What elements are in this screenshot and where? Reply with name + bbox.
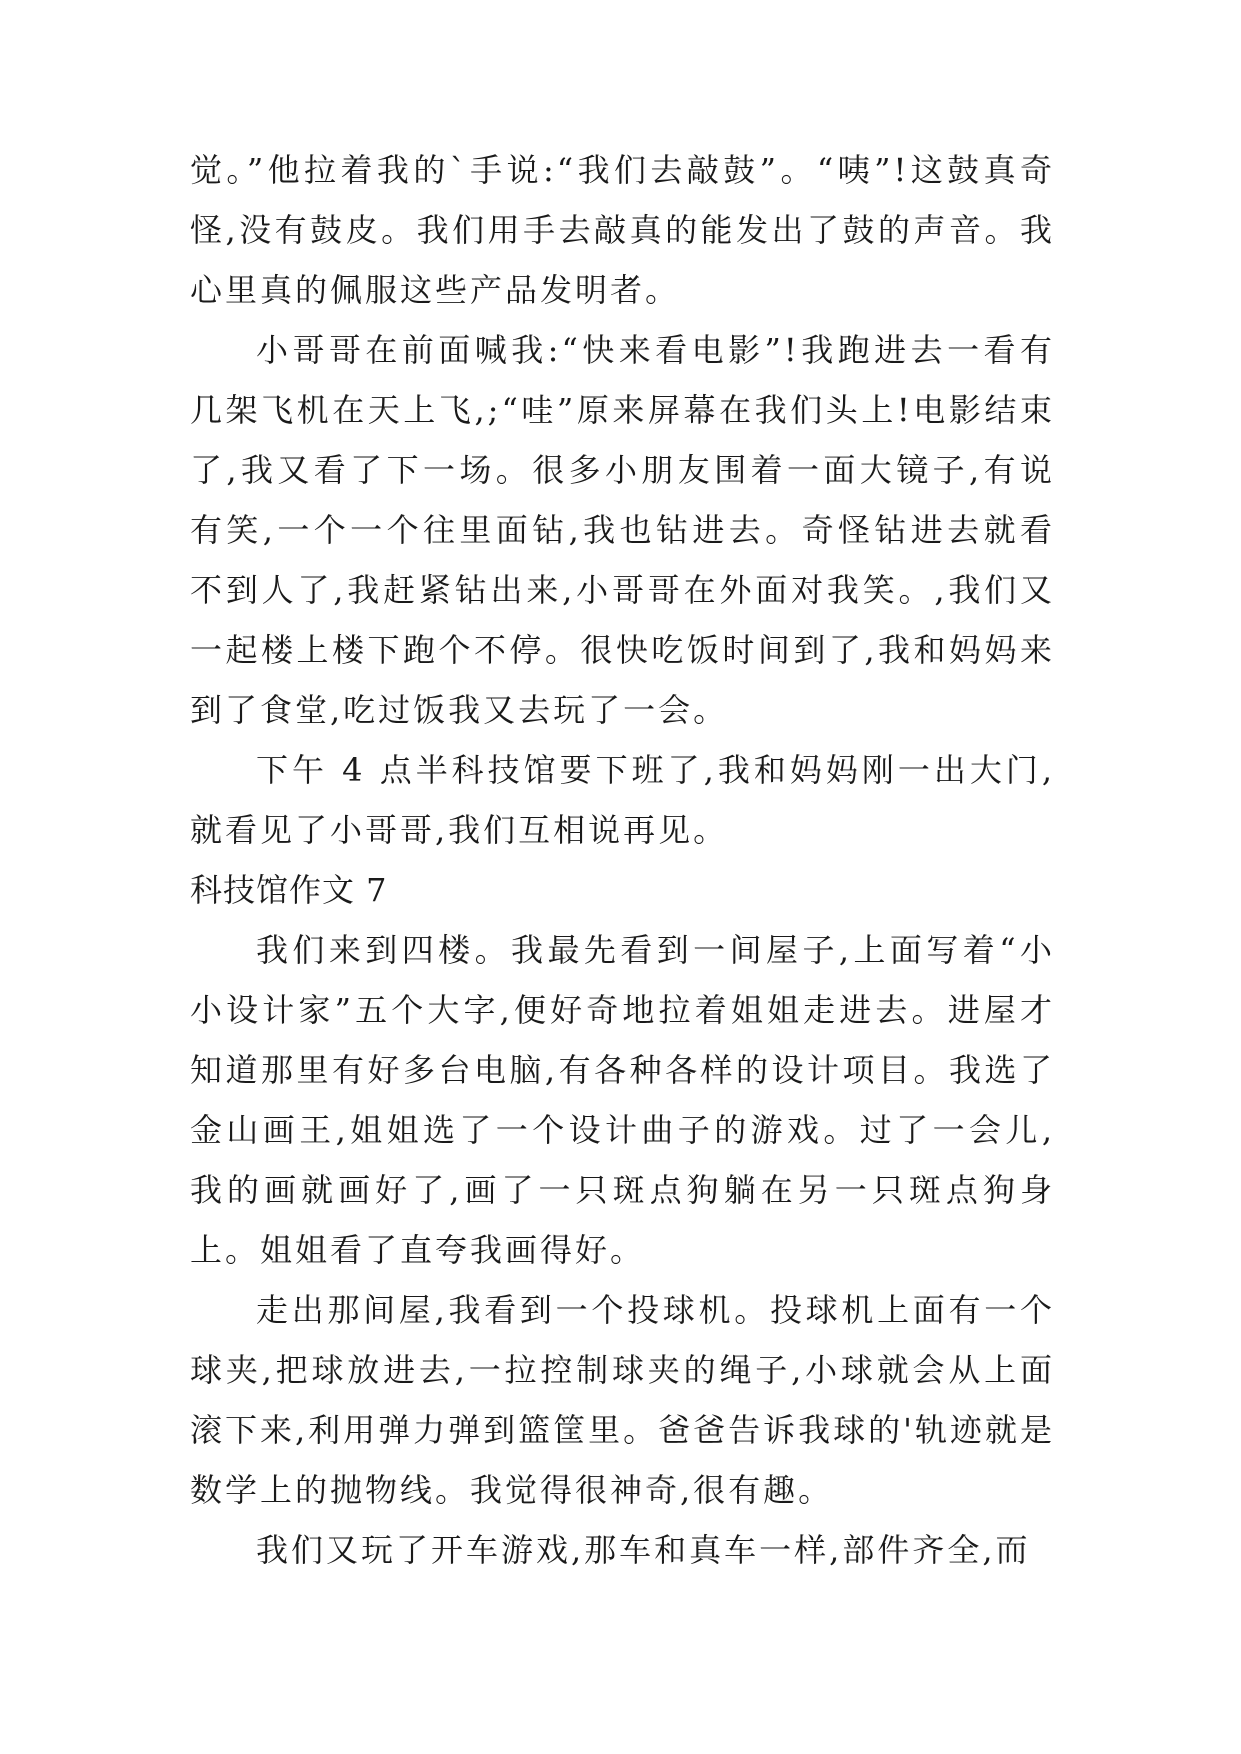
paragraph-6: 我们又玩了开车游戏,那车和真车一样,部件齐全,而 (256, 1531, 1031, 1569)
paragraph-4: 我们来到四楼。我最先看到一间屋子,上面写着“小小设计家”五个大字,便好奇地拉着姐姐走进去。进屋才知道那里有好多台电脑,有各种各样的设计项目。我选了金山画王,姐姐选了一个设计曲子的游戏。过了一会儿,我的画就画好了,画了一只斑点狗躺在另一只斑点狗身上。姐姐看了直夸我画得好。 (190, 931, 1055, 1269)
paragraph-5: 走出那间屋,我看到一个投球机。投球机上面有一个球夹,把球放进去,一拉控制球夹的绳子,小球就会从上面滚下来,利用弹力弹到篮筐里。爸爸告诉我球的'轨迹就是数学上的抛物线。我觉得很神奇,很有趣。 (190, 1291, 1055, 1509)
paragraph-1: 觉。”他拉着我的`手说:“我们去敲鼓”。“咦”!这鼓真奇怪,没有鼓皮。我们用手去敲真的能发出了鼓的声音。我心里真的佩服这些产品发明者。 (190, 151, 1055, 309)
paragraph-3: 下午 4 点半科技馆要下班了,我和妈妈刚一出大门,就看见了小哥哥,我们互相说再见。 (190, 751, 1055, 849)
paragraph-2: 小哥哥在前面喊我:“快来看电影”!我跑进去一看有几架飞机在天上飞,;“哇”原来屏幕在我们头上!电影结束了,我又看了下一场。很多小朋友围着一面大镜子,有说有笑,一个一个往里面钻,我也钻进去。奇怪钻进去就看不到人了,我赶紧钻出来,小哥哥在外面对我笑。,我们又一起楼上楼下跑个不停。很快吃饭时间到了,我和妈妈来到了食堂,吃过饭我又去玩了一会。 (190, 331, 1055, 729)
document-page (190, 140, 1055, 1580)
section-heading: 科技馆作文 7 (190, 871, 388, 909)
